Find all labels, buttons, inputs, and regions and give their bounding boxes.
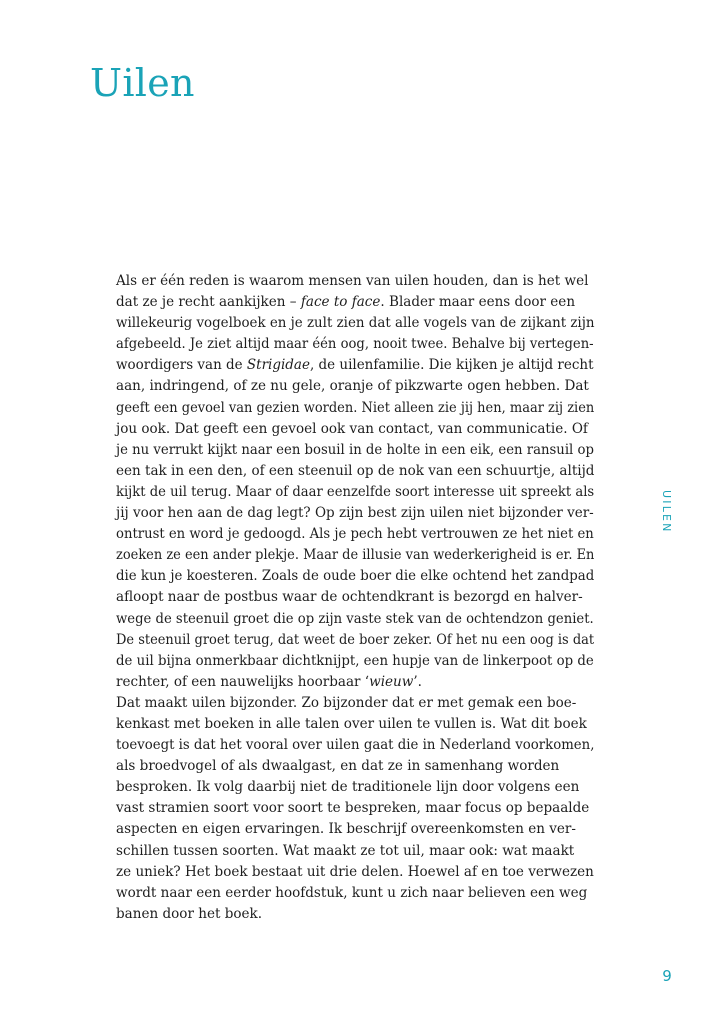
text-line <box>116 777 594 798</box>
text-run: zoeken ze een ander plekje. Maar de illusie van wederkerigheid is er. En <box>116 547 595 564</box>
text-run: jou ook. Dat geeft een gevoel ook van contact, van communicatie. Of <box>116 420 588 437</box>
text-line <box>116 883 594 904</box>
text-run: , de uilenfamilie. Die kijken je altijd recht <box>309 357 594 374</box>
text-run: aan, indringend, of ze nu gele, oranje of pikzwarte ogen hebben. Dat <box>116 378 589 395</box>
text-line <box>116 440 594 461</box>
text-run: Als er één reden is waarom mensen van uilen houden, dan is het wel <box>116 273 589 289</box>
text-line <box>116 292 594 313</box>
text-line <box>116 904 594 925</box>
text-run: toevoegt is dat het vooral over uilen gaat die in Nederland voorkomen, <box>116 737 595 754</box>
italic-text: wieuw <box>369 673 414 690</box>
text-line <box>116 798 594 819</box>
text-line <box>116 693 594 714</box>
body-text <box>116 271 596 925</box>
text-run: woordigers van de <box>116 357 247 374</box>
text-line <box>116 355 592 376</box>
text-run: wordt naar een eerder hoofdstuk, kunt u zich naar believen een weg <box>116 884 588 901</box>
text-run: besproken. Ik volg daarbij niet de traditionele lijn door volgens een <box>116 779 580 796</box>
text-run: jij voor hen aan de dag legt? Op zijn best zijn uilen niet bijzonder ver- <box>116 505 594 522</box>
text-run: dat ze je recht aankijken – <box>116 294 301 311</box>
text-line <box>116 819 594 840</box>
text-run: ’. <box>413 673 422 690</box>
text-run: banen door het boek. <box>116 905 263 922</box>
text-run: die kun je koesteren. Zoals de oude boer die elke ochtend het zandpad <box>116 568 595 585</box>
text-run: wege de steenuil groet die op zijn vaste stek van de ochtendzon geniet. <box>116 610 594 627</box>
text-run: kijkt de uil terug. Maar of daar eenzelfde soort interesse uit spreekt als <box>116 483 595 500</box>
text-run: geeft een gevoel van gezien worden. Niet alleen zie jij hen, maar zij zien <box>116 399 595 416</box>
text-line <box>116 862 594 883</box>
text-line <box>116 419 594 440</box>
text-run: schillen tussen soorten. Wat maakt ze tot uil, maar ook: wat maakt <box>116 842 575 859</box>
text-line <box>116 714 594 735</box>
text-run: vast stramien soort voor soort te bespreken, maar focus op bepaalde <box>116 800 590 817</box>
text-run: Dat maakt uilen bijzonder. Zo bijzonder dat er met gemak een boe- <box>116 694 577 711</box>
text-line <box>116 566 595 587</box>
text-run: je nu verrukt kijkt naar een bosuil in de holte in een eik, een ransuil op <box>116 441 594 458</box>
italic-text: Strigidae <box>246 357 310 374</box>
running-head: UILEN <box>660 490 673 534</box>
text-run: willekeurig vogelboek en je zult zien dat alle vogels van de zijkant zijn <box>116 315 595 332</box>
text-line <box>116 756 594 777</box>
text-line <box>116 651 594 672</box>
text-run: kenkast met boeken in alle talen over uilen te vullen is. Wat dit boek <box>116 715 587 732</box>
text-run: afgebeeld. Je ziet altijd maar één oog, nooit twee. Behalve bij vertegen- <box>116 336 594 353</box>
text-run: afloopt naar de postbus waar de ochtendkrant is bezorgd en halver- <box>116 589 583 606</box>
text-line <box>116 630 595 651</box>
text-run: . Blader maar eens door een <box>380 294 576 311</box>
text-line <box>116 672 594 693</box>
text-run: een tak in een den, of een steenuil op de nok van een schuurtje, altijd <box>116 462 595 479</box>
page-number: 9 <box>662 967 672 985</box>
text-line <box>116 841 594 862</box>
text-line <box>116 461 594 482</box>
text-line <box>116 376 594 397</box>
text-run: ontrust en word je gedoogd. Als je pech hebt vertrouwen ze het niet en <box>116 526 594 543</box>
text-line <box>116 313 595 334</box>
text-line <box>116 735 595 756</box>
text-line <box>116 524 594 545</box>
text-line <box>116 609 594 630</box>
italic-text: face to face <box>300 294 381 311</box>
text-line <box>116 482 595 503</box>
text-line <box>116 334 594 355</box>
text-run: De steenuil groet terug, dat weet de boer zeker. Of het nu een oog is dat <box>116 631 595 648</box>
text-line <box>116 503 593 524</box>
chapter-title: Uilen <box>90 61 195 105</box>
text-line <box>116 271 594 292</box>
text-run: ze uniek? Het boek bestaat uit drie delen. Hoewel af en toe verwezen <box>116 863 594 880</box>
text-line <box>116 587 594 608</box>
text-run: rechter, of een nauwelijks hoorbaar ‘ <box>116 673 370 690</box>
text-line <box>116 398 595 419</box>
text-run: als broedvogel of als dwaalgast, en dat ze in samenhang worden <box>116 758 560 775</box>
text-run: aspecten en eigen ervaringen. Ik beschrijf overeenkomsten en ver- <box>116 821 576 838</box>
text-run: de uil bijna onmerkbaar dichtknijpt, een hupje van de linkerpoot op de <box>116 652 594 669</box>
text-line <box>116 545 595 566</box>
